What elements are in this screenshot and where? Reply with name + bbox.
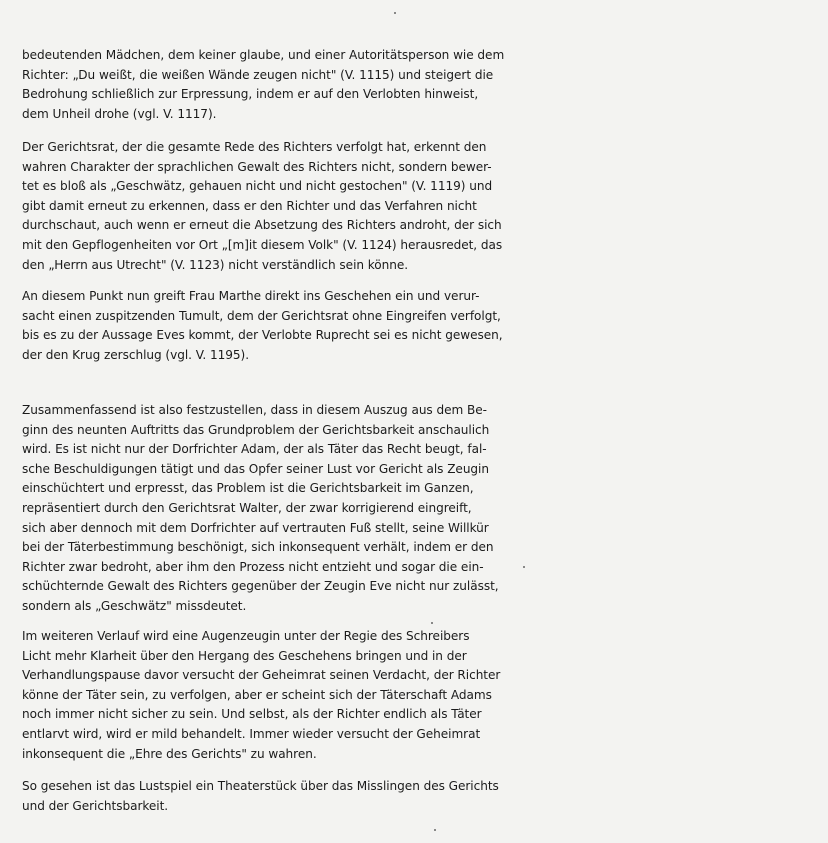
text-line: einschüchtert und erpresst, das Problem ist die Gerichtsbarkeit im Ganzen,	[22, 481, 474, 496]
scan-speck	[431, 622, 433, 624]
text-line: der den Krug zerschlug (vgl. V. 1195).	[22, 347, 250, 362]
scan-speck	[523, 566, 525, 568]
paragraph-1	[22, 46, 532, 124]
text-line: tet es bloß als „Geschwätz, gehauen nicht und nicht gestochen" (V. 1119) und	[22, 179, 493, 194]
text-line: sich aber dennoch mit dem Dorfrichter auf vertrauten Fuß stellt, seine Willkür	[22, 520, 489, 535]
scan-speck	[394, 12, 396, 14]
paragraph-5	[22, 627, 532, 764]
text-line: Verhandlungspause davor versucht der Geheimrat seinen Verdacht, der Richter	[22, 668, 501, 683]
text-line: sondern als „Geschwätz" missdeutet.	[22, 598, 247, 613]
scan-speck	[434, 829, 436, 831]
text-line: noch immer nicht sicher zu sein. Und selbst, als der Richter endlich als Täter	[22, 707, 482, 722]
text-line: Richter: „Du weißt, die weißen Wände zeugen nicht" (V. 1115) und steigert die	[22, 67, 494, 82]
text-line: bis es zu der Aussage Eves kommt, der Verlobte Ruprecht sei es nicht gewesen,	[22, 328, 503, 343]
text-line: dem Unheil drohe (vgl. V. 1117).	[22, 106, 217, 121]
text-line: wahren Charakter der sprachlichen Gewalt des Richters nicht, sondern bewer-	[22, 159, 492, 174]
text-line: sche Beschuldigungen tätigt und das Opfer seiner Lust vor Gericht als Zeugin	[22, 461, 489, 476]
text-line: Im weiteren Verlauf wird eine Augenzeugin unter der Regie des Schreibers	[22, 629, 470, 643]
text-line: mit den Gepflogenheiten vor Ort „[m]it diesem Volk" (V. 1124) herausredet, das	[22, 237, 503, 252]
text-line: Licht mehr Klarheit über den Hergang des Geschehens bringen und in der	[22, 648, 467, 663]
text-line: sacht einen zuspitzenden Tumult, dem der Gerichtsrat ohne Eingreifen verfolgt,	[22, 308, 501, 323]
text-line: repräsentiert durch den Gerichtsrat Walter, der zwar korrigierend eingreift,	[22, 500, 472, 515]
text-line: bei der Täterbestimmung beschönigt, sich inkonsequent verhält, indem er den	[22, 540, 494, 555]
text-line: wird. Es ist nicht nur der Dorfrichter Adam, der als Täter das Recht beugt, fal-	[22, 442, 487, 457]
text-line: und der Gerichtsbarkeit.	[22, 798, 169, 813]
paragraph-6	[22, 777, 532, 816]
text-line: An diesem Punkt nun greift Frau Marthe direkt ins Geschehen ein und verur-	[22, 289, 480, 303]
text-line: inkonsequent die „Ehre des Gerichts" zu wahren.	[22, 746, 317, 761]
paragraph-4	[22, 401, 532, 617]
text-line: Bedrohung schließlich zur Erpressung, indem er auf den Verlobten hinweist,	[22, 87, 479, 102]
text-line: bedeutenden Mädchen, dem keiner glaube, und einer Autoritätsperson wie dem	[22, 48, 505, 62]
text-line: ginn des neunten Auftritts das Grundproblem der Gerichtsbarkeit anschaulich	[22, 422, 490, 437]
text-line: könne der Täter sein, zu verfolgen, aber er scheint sich der Täterschaft Adams	[22, 687, 492, 702]
paragraph-2	[22, 138, 532, 275]
text-line: Richter zwar bedroht, aber ihm den Prozess nicht entzieht und sogar die ein-	[22, 559, 484, 574]
text-line: So gesehen ist das Lustspiel ein Theaterstück über das Misslingen des Gerichts	[22, 779, 499, 793]
text-line: gibt damit erneut zu erkennen, dass er den Richter und das Verfahren nicht	[22, 198, 477, 213]
text-line: schüchternde Gewalt des Richters gegenüber der Zeugin Eve nicht nur zulässt,	[22, 579, 499, 594]
text-line: durchschaut, auch wenn er erneut die Absetzung des Richters androht, der sich	[22, 218, 502, 233]
text-line: Der Gerichtsrat, der die gesamte Rede des Richters verfolgt hat, erkennt den	[22, 140, 487, 154]
paragraph-3	[22, 287, 532, 365]
text-line: Zusammenfassend ist also festzustellen, dass in diesem Auszug aus dem Be-	[22, 403, 487, 417]
text-line: entlarvt wird, wird er mild behandelt. Immer wieder versucht der Geheimrat	[22, 726, 481, 741]
text-line: den „Herrn aus Utrecht" (V. 1123) nicht verständlich sein könne.	[22, 257, 409, 272]
